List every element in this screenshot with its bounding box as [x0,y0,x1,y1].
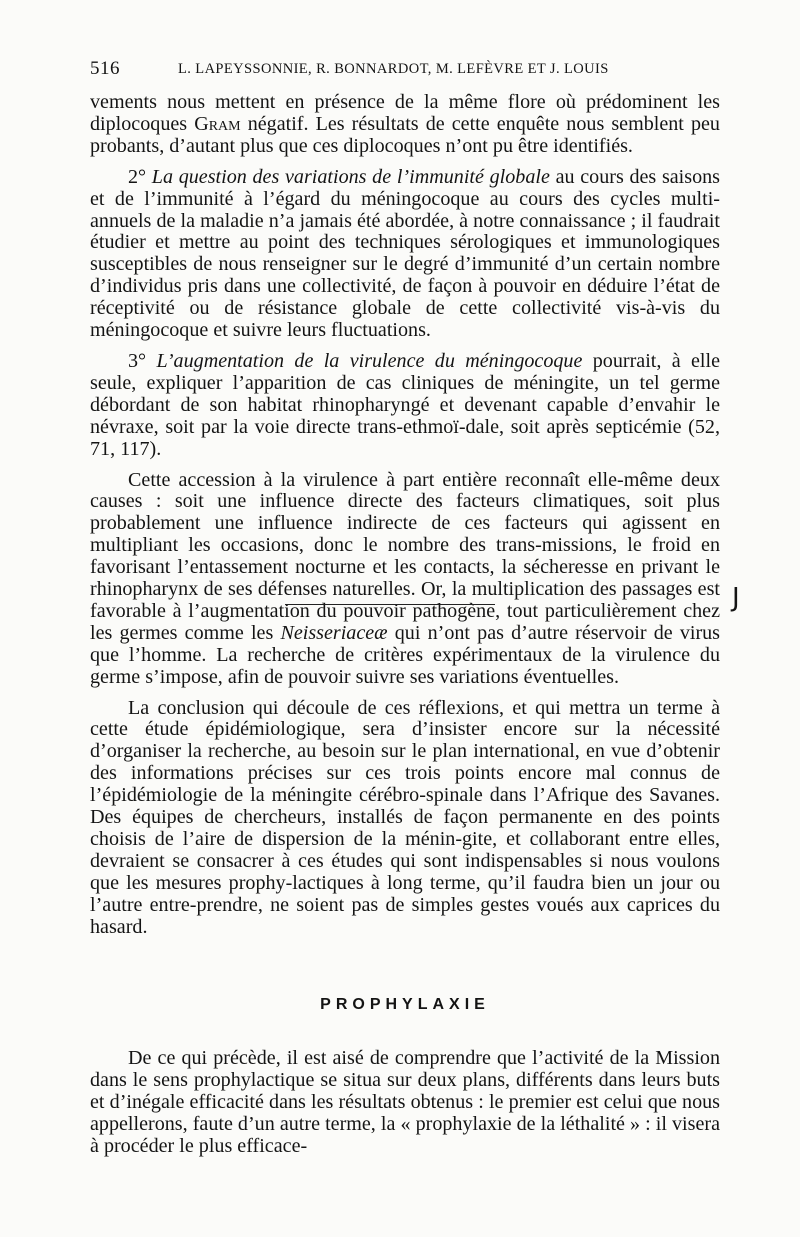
section-body [90,1048,720,1158]
text-run: Cette accession à la virulence à part entière reconnaît elle-même deux causes : soit une influence directe des facteurs climatiques, soit plus probablement une influence indirecte de ces facteurs qui agissent en multipliant les occasions, donc le nombre des trans-missions, le froid en favorisant l’entassement nocturne et les contacts, la sécheresse en privant le rhinopharynx de ses défenses naturelles. Or, la multiplication des passages est favorable à l’augmentation du pouvoir pathogène, tout particulièrement chez les germes comme les [90,468,720,644]
text-run: qui n’ont pas d’autre réservoir de virus que l’homme. La recherche de critères expérimentaux de la virulence du germe s’impose, afin de pouvoir suivre ses variations éventuelles. [90,621,721,688]
text-run: pourrait, à elle seule, expliquer l’apparition de cas cliniques de méningite, un tel germe débordant de son habitat rhinopharyngé et devenant capable d’envahir le névraxe, soit par la voie directe trans-ethmoï-dale, soit après septicémie (52, 71, 117). [90,349,720,460]
text-run: au cours des saisons et de l’immunité à l’égard du méningocoque au cours des cycles multi-annuels de la maladie n’a jamais été abordée, à notre connaissance ; il faudrait étudier et mettre au point des techniques sérologiques et immunologiques susceptibles de nous renseigner sur le degré d’immunité d’un certain nombre d’individus pris dans une collectivité, de façon à pouvoir en déduire l’état de réceptivité ou de résistance globale de cette collectivité vis-à-vis du méningocoque et suivre leurs fluctuations. [90,165,720,342]
paragraph-conclusion: La conclusion qui découle de ces réflexions, et qui mettra un terme à cette étude épidémiologique, sera d’insister encore sur la nécessité d’organiser la recherche, au besoin sur le plan international, en vue d’obtenir des informations précises sur ces trois points encore mal connus de l’épidémiologie de la méningite cérébro-spinale dans l’Afrique des Savanes. Des équipes de chercheurs, installés de façon permanente en des points choisis de l’aire de dispersion de la ménin-gite, et collaborant entre elles, devraient se consacrer à ces études qui sont indispensables si nous voulons que les mesures prophy-lactiques à long terme, qu’il faudra bien un jour ou l’autre entre-prendre, ne soient pas de simples gestes voués aux caprices du hasard. [90,696,720,938]
text-run: négatif. Les résultats de cette enquête nous semblent peu probants, d’autant plus que ces diplocoques n’ont pu être identifiés. [90,112,720,157]
point-number: 2° [128,165,147,188]
paragraph-continuation [90,92,720,158]
section-title: PROPHYLAXIE [320,996,490,1013]
gram-small-caps: Gram [194,112,241,135]
point-number: 3° [128,349,147,372]
neisseriaceae-italic: Neisseriaceæ [280,621,388,644]
running-head-authors: L. LAPEYSSONNIE, R. BONNARDOT, M. LEFÈVRE ET J. LOUIS [178,61,609,77]
paragraph-point-2 [90,167,720,342]
paragraph-point-3 [90,351,720,461]
page-number: 516 [90,58,120,79]
point-title: L’augmentation de la virulence du méningocoque [156,349,583,372]
paragraph-prophylaxie: De ce qui précède, il est aisé de comprendre que l’activité de la Mission dans le sens prophylactique se situa sur deux plans, différents dans leurs buts et d’inégale efficacité dans les résultats obtenus : le premier est celui que nous appellerons, faute d’un autre terme, la « prophylaxie de la léthalité » : il visera à procéder le plus efficace- [90,1047,720,1157]
paragraph-virulence [90,470,720,689]
handwritten-underline [285,604,495,605]
text-run: vements nous mettent en présence de la même flore où prédominent les diplocoques [90,91,720,135]
margin-annotation: J [732,583,740,613]
body-text [90,92,720,948]
point-title: La question des variations de l’immunité globale [151,165,550,188]
